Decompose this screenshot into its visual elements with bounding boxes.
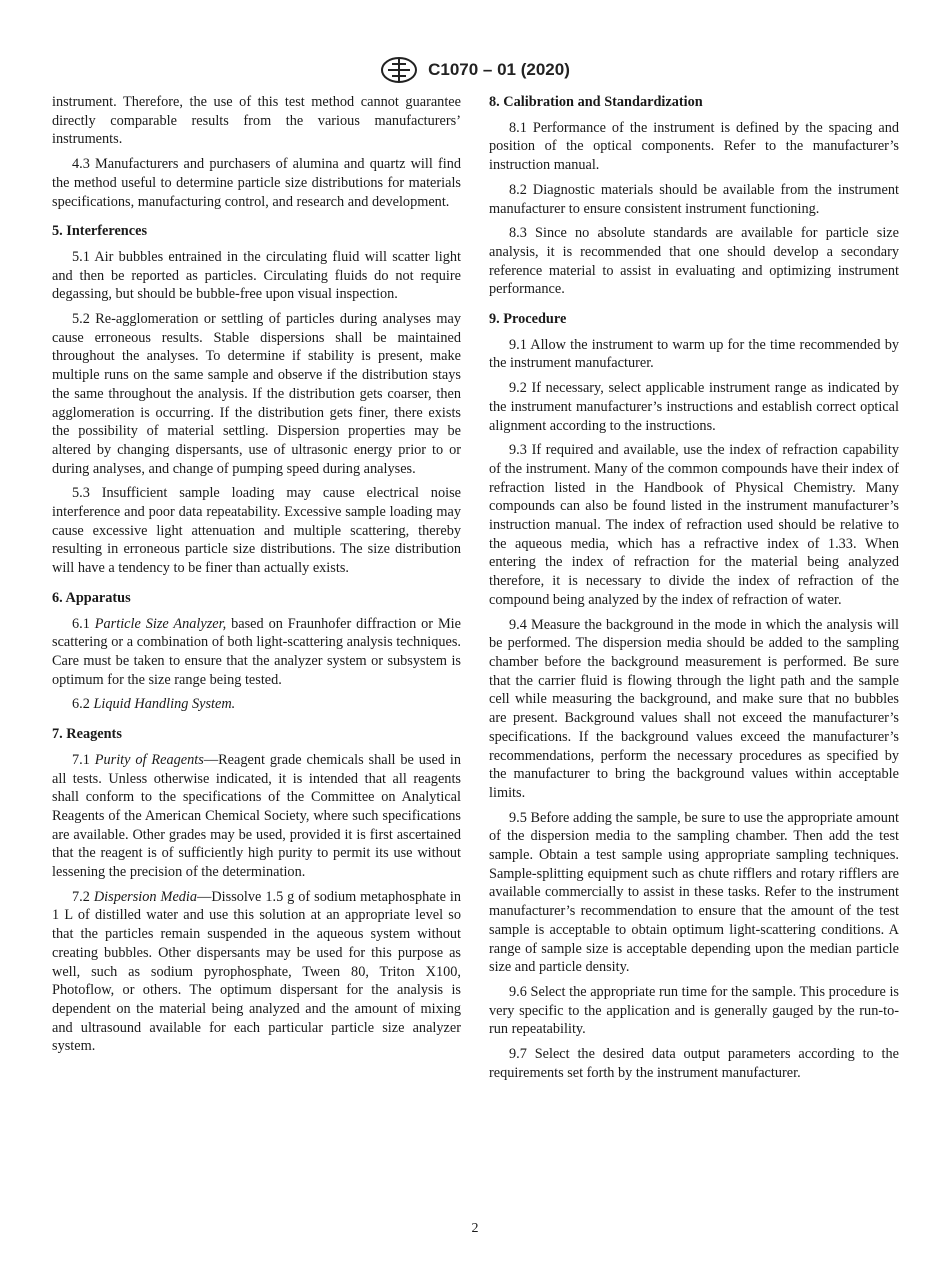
section-heading-6: 6. Apparatus — [52, 589, 131, 606]
page-number: 2 — [471, 1221, 479, 1236]
paragraph-text: —Reagent grade chemicals shall be used in all tests. Unless otherwise indicated, it is intended that all reagents shall conform to the specifications of the Committee on Analytical Reagents of the American Chemical Society, where such specifications are available. Other grades may be used, provided it is first ascertained that the reagent is of sufficiently high purity to permit its use without lessening the precision of the determination. — [52, 751, 461, 881]
paragraph-5-1: 5.1 Air bubbles entrained in the circulating fluid will scatter light and then be reported as particles. Circulating fluids do not require degassing, but should be bubble-free upon visual inspection. — [52, 248, 461, 303]
section-heading-7: 7. Reagents — [52, 726, 122, 743]
paragraph-6-2 — [52, 695, 461, 714]
paragraph-4-3: 4.3 Manufacturers and purchasers of alumina and quartz will find the method useful to determine particle size distributions for materials specifications, manufacturing control, and research and development. — [52, 156, 461, 210]
paragraph-continuation: instrument. Therefore, the use of this test method cannot guarantee directly comparable results from the various manufacturers’ instruments. — [52, 94, 461, 148]
term-italic: Particle Size Analyzer, — [94, 615, 227, 632]
paragraph-8-1: 8.1 Performance of the instrument is defined by the spacing and position of the optical components. Refer to the manufacturer’s instruction manual. — [489, 119, 899, 174]
section-heading-8: 8. Calibration and Standardization — [489, 94, 703, 110]
paragraph-number: 7.2 — [72, 888, 90, 905]
paragraph-9-6: 9.6 Select the appropriate run time for the sample. This procedure is very specific to the application and is generally gauged by the run-to-run repeatability. — [489, 983, 899, 1038]
paragraph-5-2: 5.2 Re-agglomeration or settling of particles during analyses may cause erroneous results. Stable dispersions shall be maintained throughout the analyses. To determine if stability is present, make multiple runs on the same sample and observe if the distribution stays the same throughout the analysis. If the distribution gets coarser, then agglomeration is occurring. If the distribution gets finer, there exists the possibility of material settling. Dispersion properties may be altered by changing dispersants, use of ultrasonic energy prior to or during analyses, and change of pumping speed during analyses. — [52, 311, 461, 477]
paragraph-8-2: 8.2 Diagnostic materials should be available from the instrument manufacturer to ensure consistent instrument functioning. — [489, 181, 899, 217]
paragraph-7-1 — [52, 751, 461, 882]
paragraph-6-1 — [52, 615, 461, 690]
paragraph-number: 6.2 — [72, 696, 90, 713]
left-column — [52, 93, 461, 1062]
term-italic: Dispersion Media — [93, 888, 198, 905]
paragraph-number: 7.1 — [72, 751, 90, 768]
document-designation: C1070 – 01 (2020) — [428, 60, 570, 79]
paragraph-8-3: 8.3 Since no absolute standards are available for particle size analysis, it is recommended that one should develop a secondary reference material to assist in evaluating and optimizing instrument performance. — [489, 225, 899, 298]
term-italic: Liquid Handling System. — [93, 696, 236, 713]
paragraph-text: —Dissolve 1.5 g of sodium metaphosphate in 1 L of distilled water and use this solution at an appropriate level so that the particles remain suspended in the aqueous system without creating bubbles. Other dispersants may be used for this purpose as well, such as sodium pyrophosphate, Tween 80, Triton X100, Photoflow, or others. The optimum dispersant for the analysis is dependent on the material being analyzed and the amount of mixing and ultrasound available for each particular particle size analyzer system. — [52, 888, 461, 1055]
paragraph-9-2: 9.2 If necessary, select applicable instrument range as indicated by the instrument manufacturer’s instructions and establish correct optical alignment according to the instructions. — [489, 380, 899, 434]
paragraph-text: based on Fraunhofer diffraction or Mie scattering or a combination of both light-scattering analysis techniques. Care must be taken to ensure that the analyzer system or subsystem is optimum for the size range being tested. — [52, 615, 461, 688]
paragraph-7-2 — [52, 888, 461, 1056]
paragraph-number: 6.1 — [72, 615, 90, 632]
astm-logo-icon — [380, 56, 418, 84]
term-italic: Purity of Reagents — [94, 751, 204, 768]
paragraph-9-1: 9.1 Allow the instrument to warm up for the time recommended by the instrument manufacturer. — [489, 336, 899, 372]
right-column — [489, 93, 899, 1088]
paragraph-5-3: 5.3 Insufficient sample loading may cause electrical noise interference and poor data repeatability. Excessive sample loading may cause excessive light attenuation and multiple scattering, thereby resulting in erroneous particle size distributions. The size distribution will have a tendency to be finer than actually exists. — [52, 485, 461, 577]
section-heading-9: 9. Procedure — [489, 311, 567, 328]
paragraph-9-7: 9.7 Select the desired data output parameters according to the requirements set forth by the instrument manufacturer. — [489, 1046, 899, 1081]
paragraph-9-5: 9.5 Before adding the sample, be sure to use the appropriate amount of the dispersion media to the sampling chamber. Then add the test sample. Obtain a test sample using appropriate sampling techniques. Sample-splitting equipment such as chute rifflers and rotary rifflers are available commercially to assist in these tasks. Refer to the instrument manufacturer’s recommendation to ensure that the amount of the test sample is acceptable to obtain optimum light-scattering conditions. A range of sample size is acceptable depending upon the median particle size and particle density. — [489, 809, 899, 976]
paragraph-9-3: 9.3 If required and available, use the index of refraction capability of the instrument. Many of the common compounds have their index of refraction listed in the Handbook of Physical Chemistry. Many compounds can also be found listed in the instrument manufacturer’s instruction manual. The index of refraction used should be relative to the aqueous media, which has a refractive index of 1.33. When entering the index of refraction for the material being analyzed therefore, it is necessary to divide the index of refraction of the compound being analyzed by the index of refraction of water. — [489, 442, 899, 608]
paragraph-9-4: 9.4 Measure the background in the mode in which the analysis will be performed. The dispersion media should be added to the sampling chamber before the background measurement is performed. Be sure that the carrier fluid is flowing through the light path and the sample cell while measuring the background, and make sure that no bubbles are present. Background values shall not exceed the manufacturer’s specifications. If the background values exceed the manufacturer’s recommendations, perform the necessary procedures as specified by the manufacturer to bring the background values within acceptable limits. — [489, 616, 899, 801]
section-heading-5: 5. Interferences — [52, 223, 148, 240]
page-header — [0, 56, 950, 84]
